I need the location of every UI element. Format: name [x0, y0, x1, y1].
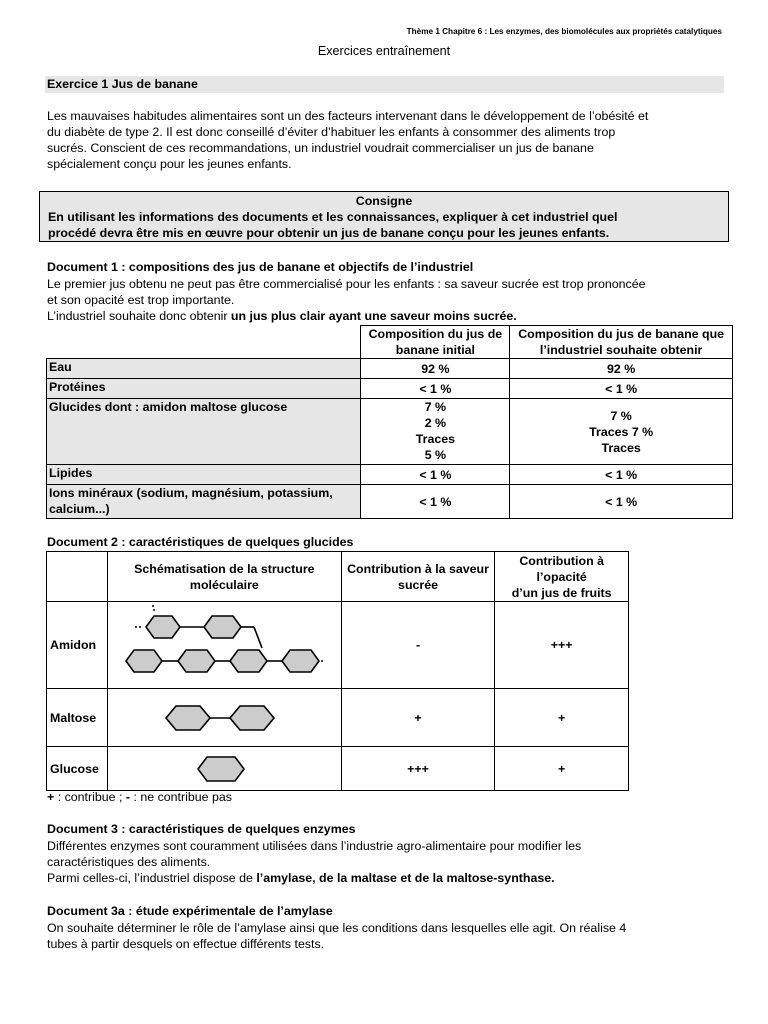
amidon-structure — [107, 602, 341, 689]
exercise-title: Exercice 1 Jus de banane — [45, 76, 724, 93]
doc1-line: et son opacité est trop importante. — [47, 293, 235, 307]
table-row — [47, 689, 629, 747]
legend-plus: + — [47, 790, 55, 804]
table-row — [47, 379, 733, 399]
cell-value — [510, 399, 733, 465]
doc2-title: Document 2 : caractéristiques de quelques glucides — [47, 535, 354, 549]
doc2-table — [46, 551, 629, 791]
maltose-structure — [107, 689, 341, 747]
table-row — [47, 326, 733, 359]
cell-value: +++ — [495, 602, 629, 689]
page-subtitle: Exercices entraînement — [317, 44, 451, 58]
legend-text: : contribue ; — [54, 790, 126, 804]
header-line: Contribution à — [519, 553, 604, 568]
intro-line: Les mauvaises habitudes alimentaires sont un des facteurs intervenant dans le développement de l’obésité et — [47, 109, 649, 123]
doc1-line3-bold: un jus plus clair ayant une saveur moins sucrée. — [230, 309, 517, 323]
cell-value: 92 % — [361, 359, 510, 379]
row-label-glucose: Glucose — [47, 747, 108, 791]
consigne-box — [39, 191, 729, 242]
col-header-saveur: Contribution à la saveur sucrée — [341, 552, 495, 602]
intro-line: sucrés. Conscient de ces recommandations, un industriel voudrait commercialiser un jus de banane — [47, 141, 594, 155]
row-label-eau: Eau — [47, 359, 361, 379]
value-line: Traces 7 % — [589, 424, 654, 439]
row-label-ions: Ions minéraux (sodium, magnésium, potassium, calcium...) — [47, 485, 361, 519]
row-label-proteines: Protéines — [47, 379, 361, 399]
amidon-structure-diagram — [124, 604, 324, 686]
doc3-title: Document 3 : caractéristiques de quelques enzymes — [47, 822, 356, 836]
doc3-line — [47, 870, 737, 886]
doc1-table — [46, 325, 733, 519]
doc3-line: caractéristiques des aliments. — [47, 855, 211, 869]
table-row — [47, 602, 629, 689]
doc3a-text — [47, 920, 737, 952]
row-label-glucides: Glucides dont : amidon maltose glucose — [47, 399, 361, 465]
cell-value: +++ — [341, 747, 495, 791]
cell-value: < 1 % — [361, 485, 510, 519]
consigne-line: En utilisant les informations des documents et les connaissances, expliquer à cet industriel quel — [48, 210, 618, 224]
cell-value: < 1 % — [510, 379, 733, 399]
doc1-title: Document 1 : compositions des jus de banane et objectifs de l’industriel — [47, 260, 474, 274]
doc2-legend — [47, 790, 232, 804]
cell-value: + — [495, 747, 629, 791]
row-label-maltose: Maltose — [47, 689, 108, 747]
page-header: Thème 1 Chapitre 6 : Les enzymes, des biomolécules aux propriétés catalytiques — [406, 27, 722, 36]
intro-line: du diabète de type 2. Il est donc conseillé d’éviter d’habituer les enfants à consommer des aliments trop — [47, 125, 616, 139]
col-header-initial: Composition du jus de banane initial — [361, 326, 510, 359]
doc1-line3-start: L’industriel souhaite donc obtenir — [47, 309, 231, 323]
cell-value: < 1 % — [510, 465, 733, 485]
doc3-text — [47, 838, 737, 886]
intro-line: spécialement conçu pour les jeunes enfants. — [47, 157, 292, 171]
table-row — [47, 552, 629, 602]
col-header-structure: Schématisation de la structure moléculaire — [107, 552, 341, 602]
value-line: 7 % — [424, 400, 447, 414]
row-label-amidon: Amidon — [47, 602, 108, 689]
doc1-line: Le premier jus obtenu ne peut pas être commercialisé pour les enfants : sa saveur sucrée est trop prononcée — [47, 277, 646, 291]
doc3-line3-bold: l’amylase, de la maltase et de la maltose-synthase. — [256, 871, 555, 885]
legend-minus: - — [125, 790, 131, 804]
glucose-structure-diagram — [194, 754, 254, 784]
doc3a-line: tubes à partir desquels on effectue différents tests. — [47, 937, 325, 951]
cell-value: < 1 % — [361, 379, 510, 399]
intro-paragraph — [47, 108, 737, 172]
empty-cell — [47, 552, 108, 602]
doc1-text — [47, 276, 737, 324]
table-row — [47, 465, 733, 485]
value-line: Traces — [415, 432, 456, 446]
row-label-lipides: Lipides — [47, 465, 361, 485]
legend-text: : ne contribue pas — [130, 790, 232, 804]
header-line: d’un jus de fruits — [511, 585, 612, 600]
header-line: l’opacité — [536, 569, 587, 584]
cell-value: + — [495, 689, 629, 747]
doc3a-line: On souhaite déterminer le rôle de l’amylase ainsi que les conditions dans lesquelles elle agit. On réalise 4 — [47, 921, 627, 935]
consigne-title: Consigne — [355, 194, 413, 208]
table-row — [47, 399, 733, 465]
value-line: 5 % — [424, 448, 447, 462]
table-row — [47, 485, 733, 519]
maltose-structure-diagram — [164, 703, 284, 733]
doc1-line — [47, 308, 737, 324]
cell-value: < 1 % — [361, 465, 510, 485]
col-header-opacite — [495, 552, 629, 602]
doc3-line: Différentes enzymes sont couramment utilisées dans l’industrie agro-alimentaire pour modifier les — [47, 839, 582, 853]
cell-value — [361, 399, 510, 465]
value-line: Traces — [601, 440, 641, 455]
consigne-line: procédé devra être mis en œuvre pour obtenir un jus de banane conçu pour les jeunes enfants. — [48, 226, 610, 240]
doc3-line3-start: Parmi celles-ci, l’industriel dispose de — [47, 871, 257, 885]
empty-cell — [47, 326, 361, 359]
table-row — [47, 747, 629, 791]
cell-value: - — [341, 602, 495, 689]
cell-value: 92 % — [510, 359, 733, 379]
table-row — [47, 359, 733, 379]
doc3a-title: Document 3a : étude expérimentale de l’amylase — [47, 904, 333, 918]
col-header-target: Composition du jus de banane que l’industriel souhaite obtenir — [510, 326, 733, 359]
value-line: 7 % — [610, 408, 632, 423]
glucose-structure — [107, 747, 341, 791]
cell-value: + — [341, 689, 495, 747]
cell-value: < 1 % — [510, 485, 733, 519]
value-line: 2 % — [424, 416, 447, 430]
